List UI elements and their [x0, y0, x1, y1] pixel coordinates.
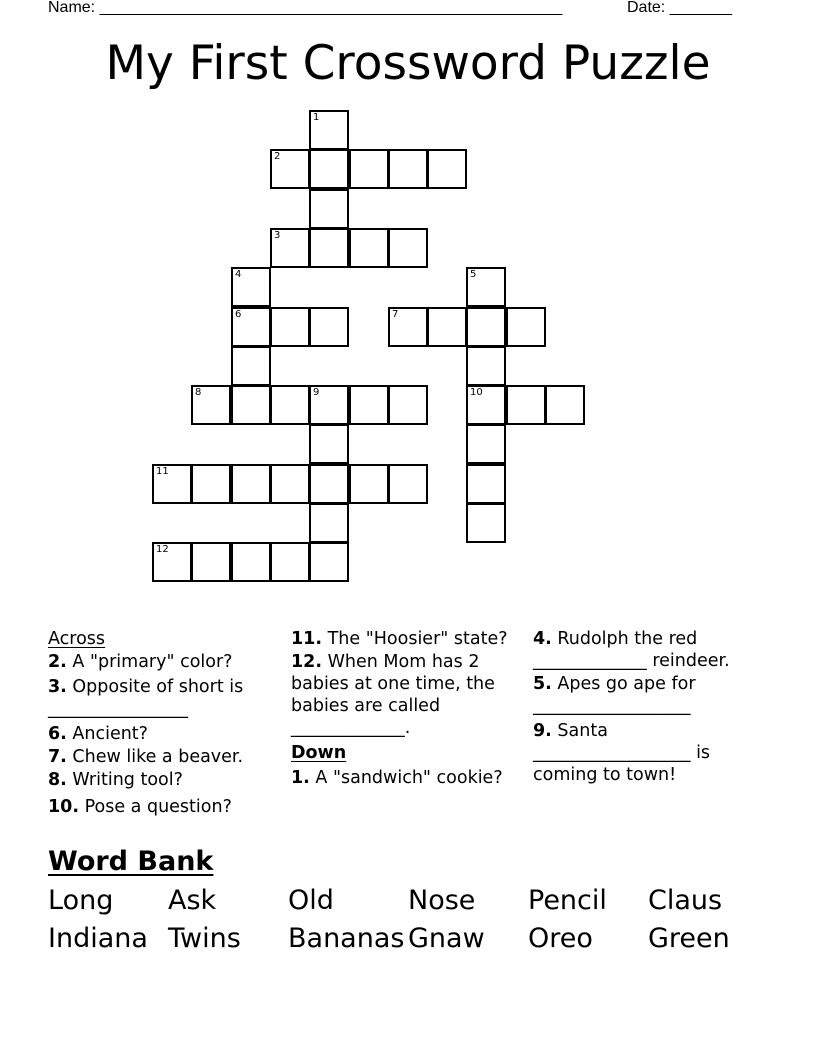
grid-cell[interactable] [231, 464, 271, 504]
grid-cell[interactable] [231, 307, 271, 347]
clue-down-4 [533, 628, 765, 672]
clue-down-1 [291, 767, 523, 789]
word-bank-item: Long [48, 885, 114, 916]
clue-text: Rudolph the red _____________ reindeer. [533, 629, 730, 671]
grid-cell[interactable] [270, 307, 310, 347]
grid-cell[interactable] [309, 464, 349, 504]
grid-cell[interactable] [270, 149, 310, 189]
grid-cell[interactable] [466, 503, 506, 543]
clue-across-10 [48, 796, 278, 818]
cell-number: 1 [313, 112, 320, 123]
grid-cell[interactable] [309, 228, 349, 268]
grid-cell[interactable] [270, 385, 310, 425]
grid-cell[interactable] [466, 464, 506, 504]
grid-cell[interactable] [466, 424, 506, 464]
grid-cell[interactable] [427, 149, 467, 189]
grid-cell[interactable] [388, 228, 428, 268]
grid-cell[interactable] [349, 464, 389, 504]
cell-number: 11 [156, 466, 169, 477]
grid-cell[interactable] [309, 542, 349, 582]
clue-number: 4. [533, 629, 552, 649]
clue-across-2 [48, 651, 278, 673]
clue-text: The "Hoosier" state? [327, 629, 508, 649]
grid-cell[interactable] [466, 385, 506, 425]
cell-number: 8 [195, 387, 202, 398]
grid-cell[interactable] [309, 424, 349, 464]
clue-number: 7. [48, 747, 67, 767]
grid-cell[interactable] [427, 307, 467, 347]
page-title: My First Crossword Puzzle [105, 36, 711, 91]
clue-down-5 [533, 673, 765, 717]
clues-column-1 [48, 628, 278, 818]
clue-text: Ancient? [72, 724, 148, 744]
word-bank-item: Oreo [528, 923, 593, 954]
word-bank-item: Bananas [288, 923, 405, 954]
clue-text: Apes go ape for __________________ [533, 674, 696, 716]
grid-cell[interactable] [466, 346, 506, 386]
grid-cell[interactable] [466, 307, 506, 347]
clue-text: Santa __________________ is coming to town! [533, 721, 711, 785]
word-bank-item: Twins [168, 923, 241, 954]
grid-cell[interactable] [388, 307, 428, 347]
grid-cell[interactable] [388, 149, 428, 189]
grid-cell[interactable] [191, 464, 231, 504]
grid-cell[interactable] [545, 385, 585, 425]
grid-cell[interactable] [506, 385, 546, 425]
clue-number: 1. [291, 768, 310, 788]
grid-cell[interactable] [309, 189, 349, 229]
cell-number: 7 [392, 309, 399, 320]
clues-column-2 [291, 628, 523, 789]
clue-across-7 [48, 746, 278, 768]
grid-cell[interactable] [466, 267, 506, 307]
grid-cell[interactable] [231, 385, 271, 425]
grid-cell[interactable] [309, 307, 349, 347]
word-bank-title: Word Bank [48, 846, 214, 877]
clue-across-12 [291, 651, 523, 739]
grid-cell[interactable] [270, 464, 310, 504]
clue-across-11 [291, 628, 523, 650]
cell-number: 3 [274, 230, 281, 241]
word-bank-item: Old [288, 885, 334, 916]
grid-cell[interactable] [309, 503, 349, 543]
grid-cell[interactable] [349, 149, 389, 189]
cell-number: 12 [156, 544, 169, 555]
cell-number: 10 [470, 387, 483, 398]
grid-cell[interactable] [191, 385, 231, 425]
name-field: Name: ____________________________________________________ [48, 0, 563, 16]
cell-number: 9 [313, 387, 320, 398]
across-heading: Across [48, 629, 106, 649]
word-bank-item: Ask [168, 885, 217, 916]
clue-number: 6. [48, 724, 67, 744]
grid-cell[interactable] [231, 542, 271, 582]
grid-cell[interactable] [349, 228, 389, 268]
grid-cell[interactable] [231, 346, 271, 386]
clue-text: When Mom has 2 babies at one time, the babies are called _____________. [291, 652, 495, 738]
cell-number: 2 [274, 151, 281, 162]
clue-text: A "primary" color? [72, 652, 233, 672]
cell-number: 6 [235, 309, 242, 320]
clue-number: 8. [48, 770, 67, 790]
date-field: Date: _______ [627, 0, 732, 16]
grid-cell[interactable] [309, 110, 349, 150]
clue-text: A "sandwich" cookie? [315, 768, 503, 788]
clue-number: 5. [533, 674, 552, 694]
grid-cell[interactable] [191, 542, 231, 582]
clue-number: 2. [48, 652, 67, 672]
grid-cell[interactable] [506, 307, 546, 347]
clue-across-3 [48, 676, 278, 720]
grid-cell[interactable] [349, 385, 389, 425]
grid-cell[interactable] [152, 542, 192, 582]
word-bank-item: Gnaw [408, 923, 485, 954]
clue-text: Writing tool? [72, 770, 183, 790]
word-bank-item: Indiana [48, 923, 148, 954]
clue-across-6 [48, 723, 278, 745]
clue-number: 9. [533, 721, 552, 741]
word-bank-item: Pencil [528, 885, 607, 916]
clue-text: Chew like a beaver. [72, 747, 244, 767]
clue-text: Opposite of short is ________________ [48, 677, 244, 719]
cell-number: 5 [470, 269, 477, 280]
grid-cell[interactable] [309, 385, 349, 425]
clue-down-9 [533, 720, 765, 786]
cell-number: 4 [235, 269, 242, 280]
grid-cell[interactable] [388, 464, 428, 504]
grid-cell[interactable] [388, 385, 428, 425]
clue-number: 3. [48, 677, 67, 697]
word-bank-item: Nose [408, 885, 476, 916]
grid-cell[interactable] [152, 464, 192, 504]
clue-across-8 [48, 769, 278, 791]
down-heading: Down [291, 743, 347, 763]
word-bank-item: Claus [648, 885, 723, 916]
grid-cell[interactable] [270, 228, 310, 268]
clue-text: Pose a question? [84, 797, 232, 817]
grid-cell[interactable] [270, 542, 310, 582]
grid-cell[interactable] [231, 267, 271, 307]
clue-number: 10. [48, 797, 80, 817]
clues-column-3 [533, 628, 765, 786]
clue-number: 12. [291, 652, 323, 672]
grid-cell[interactable] [309, 149, 349, 189]
word-bank-item: Green [648, 923, 730, 954]
clue-number: 11. [291, 629, 323, 649]
